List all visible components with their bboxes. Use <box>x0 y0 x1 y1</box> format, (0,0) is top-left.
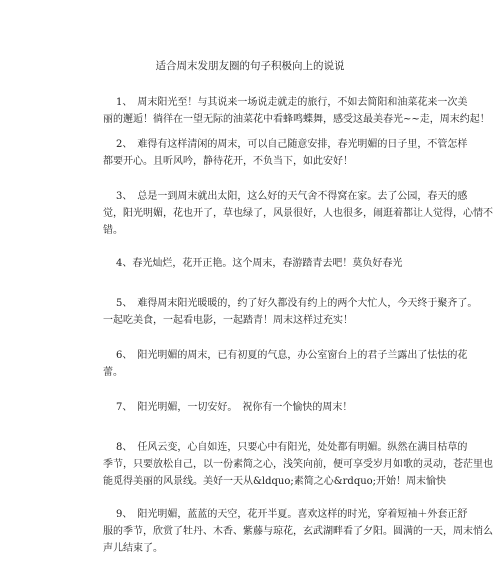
paragraph-line: 季节，只要放松自己，以一份素简之心，浅笑向前，便可享受岁月如歌的灵动，苍茫里也 <box>103 459 493 470</box>
paragraph-line: 1、 周末阳光至！与其说来一场说走就走的旅行，不如去简阳和油菜花来一次美 <box>116 97 468 108</box>
paragraph-line: 错。 <box>103 225 123 236</box>
paragraph-line: 蕾。 <box>103 367 123 378</box>
paragraph-line: 觉，阳光明媚，花也开了，草也绿了，风景很好，人也很多，闹逛着都让人觉得，心情不 <box>103 208 493 219</box>
paragraph-line: 一起吃美食，一起看电影，一起踏青！周末这样过充实！ <box>103 315 353 326</box>
paragraph-line: 4、春光灿烂，花开正艳。这个周末，春游踏青去吧！莫负好春光 <box>116 258 403 269</box>
paragraph-9 <box>103 506 493 557</box>
paragraph-2 <box>103 136 468 170</box>
paragraph-line: 能觅得美丽的风景线。美好一天从&ldquo;素简之心&rdquo;开始！周末愉快 <box>103 476 447 487</box>
paragraph-line: 丽的邂逅！徜徉在一望无际的油菜花中看蜂鸣蝶舞，感受这最美春光~~走，周末约起！ <box>103 114 490 125</box>
paragraph-8 <box>103 439 493 490</box>
paragraph-4 <box>103 255 439 272</box>
paragraph-line: 3、 总是一到周末就出太阳，这么好的天气舍不得窝在家。去了公园，春天的感 <box>116 191 468 202</box>
paragraph-line: 2、 难得有这样清闲的周末，可以自己随意安排，春光明媚的日子里，不管怎样 <box>116 139 468 150</box>
paragraph-line: 服的季节，欣赏了牡丹、木香、紫藤与琼花，玄武湖畔看了夕阳。圆满的一天，周末悄么 <box>103 526 493 537</box>
paragraph-3 <box>103 188 493 239</box>
document-title: 适合周末发朋友圈的句子积极向上的说说 <box>155 60 345 72</box>
paragraph-5 <box>103 295 478 329</box>
paragraph-line: 5、 难得周末阳光暖暖的，约了好久都没有约上的两个大忙人，今天终于聚齐了。 <box>116 298 478 309</box>
paragraph-line: 8、 任风云变，心自如连，只要心中有阳光，处处都有明媚。纵然在满目枯草的 <box>116 442 468 453</box>
paragraph-line: 6、 阳光明媚的周末，已有初夏的气息，办公室窗台上的君子兰露出了怯怯的花 <box>116 350 468 361</box>
paragraph-line: 7、 阳光明媚，一切安好。 祝你有一个愉快的周末！ <box>116 402 353 413</box>
paragraph-line: 9、 阳光明媚，蓝蓝的天空，花开半夏。喜欢这样的时光，穿着短袖＋外套正舒 <box>116 509 468 520</box>
paragraph-1 <box>103 94 490 128</box>
paragraph-line: 声儿结束了。 <box>103 543 163 554</box>
paragraph-6 <box>103 347 468 381</box>
paragraph-line: 都要开心。且听风吟，静待花开，不负当下，如此安好！ <box>103 156 353 167</box>
paragraph-7 <box>103 399 439 416</box>
